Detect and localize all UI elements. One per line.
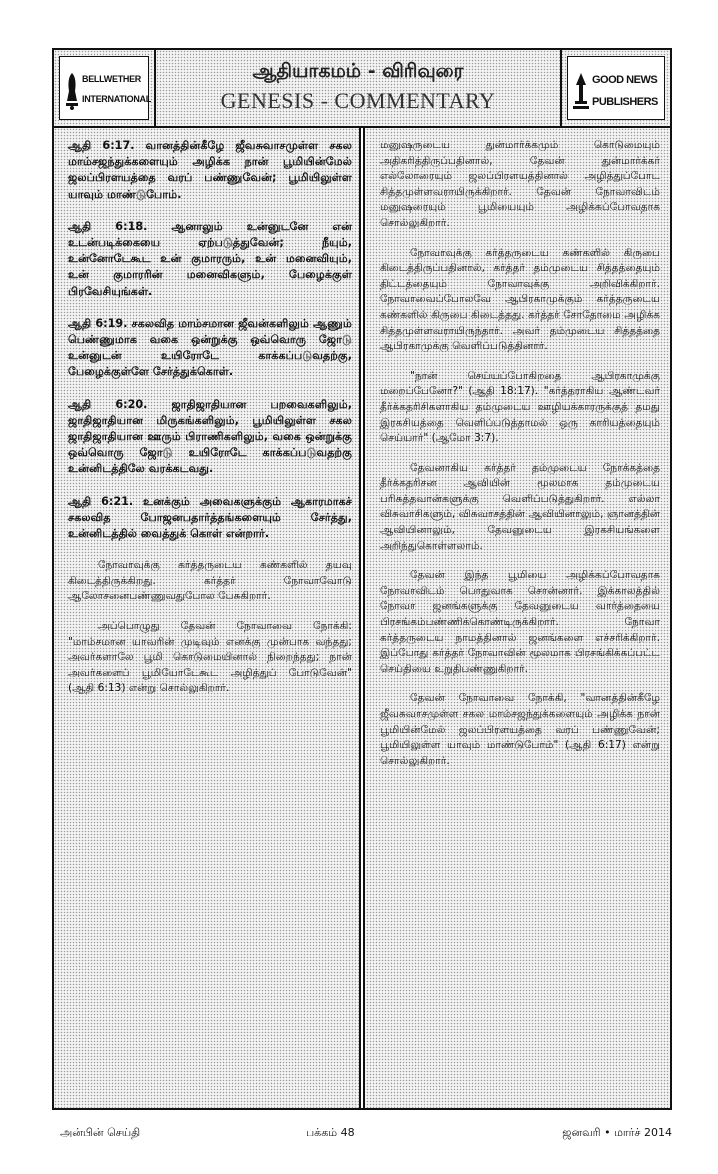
logo-left-line1: BELLWETHER bbox=[82, 74, 141, 84]
commentary-paragraph: நோவாவுக்கு கர்த்தருடைய கண்களில் தயவு கிடைத்திருக்கிறது. கர்த்தர் நோவாவோடு ஆலோசனைபண்ணுவதுபோல பேசுகிறார். bbox=[68, 559, 352, 603]
magazine-name: அன்பின் செய்தி bbox=[60, 1126, 141, 1139]
logo-right-line2: PUBLISHERS bbox=[592, 96, 658, 108]
page-footer bbox=[60, 1126, 672, 1146]
page-frame bbox=[52, 48, 672, 1110]
page-title-tamil: ஆதியாகமம் - விரிவுரை bbox=[252, 60, 464, 82]
logo-right-line1: GOOD NEWS bbox=[592, 74, 658, 86]
page-title-english: GENESIS - COMMENTARY bbox=[220, 88, 496, 113]
right-column bbox=[380, 138, 660, 783]
verse-6-18: ஆதி 6:18. ஆனாலும் உன்னுடனே என் உடன்படிக்கையை ஏற்படுத்துவேன்; நீயும், உன்னோடேகூட உன் குமாரரும், உன் மனைவியும், உன் குமாரரின் மனைவிகளும், பேழைக்குள் பிரவேசியுங்கள். bbox=[68, 219, 352, 298]
logo-left-line2: INTERNATIONAL bbox=[82, 94, 151, 104]
commentary-paragraph: தேவன் இந்த பூமியை அழிக்கப்போவதாக நோவாவிடம் பொதுவாக சொன்னார். இக்காலத்தில் நோவா ஜனங்களுக்கு தேவனுடைய வார்த்தையை பிரசங்கம்பண்ணிக்கொண்டிருக்கிறார். நோவா கர்த்தருடைய நாமத்தினால் ஜனங்களை எச்சரிக்கிறார். இப்போது கர்த்தர் நோவாவின் மூலமாக பிரசங்கிக்கப்பட்ட செய்தியை உறுதிபண்ணுகிறார். bbox=[380, 569, 660, 675]
title-block bbox=[156, 50, 560, 126]
verse-6-19: ஆதி 6:19. சகலவித மாம்சமான ஜீவன்களிலும் ஆணும் பெண்ணுமாக வகை ஒன்றுக்கு ஒவ்வொரு ஜோடு உன்னுடன் உயிரோடே காக்கப்படுவதற்கு, பேழைக்குள்ளே சேர்த்துக்கொள். bbox=[68, 316, 352, 379]
page-number: பக்கம் 48 bbox=[306, 1126, 355, 1139]
bell-icon bbox=[64, 71, 80, 111]
verse-6-21: ஆதி 6:21. உனக்கும் அவைகளுக்கும் ஆகாரமாகச் சகலவித போஜனபதார்த்தங்களையும் சேர்த்து, உன்னிடத்தில் வைத்துக் கொள் என்றார். bbox=[68, 494, 352, 541]
verse-6-17: ஆதி 6:17. வானத்தின்கீழே ஜீவசுவாசமுள்ள சகல மாம்சஜந்துக்களையும் அழிக்க நான் பூமியின்மேல் ஜலப்பிரளயத்தை வரப் பண்ணுவேன்; பூமியிலுள்ள யாவும் மாண்டுபோம். bbox=[68, 139, 352, 201]
lamp-icon bbox=[572, 71, 590, 111]
verse-6-20: ஆதி 6:20. ஜாதிஜாதியான பறவைகளிலும், ஜாதிஜாதியான மிருகங்களிலும், பூமியிலுள்ள சகல ஜாதிஜாதியான ஊரும் பிராணிகளிலும், வகை ஒன்றுக்கு ஒவ்வொரு ஜோடு உயிரோடே காக்கப்படுவதற்கு உன்னிடத்திலே வரக்கடவது. bbox=[68, 397, 352, 476]
commentary-paragraph: "நான் செய்யப்போகிறதை ஆபிரகாமுக்கு மறைப்பேனோ?" (ஆதி 18:17). "கர்த்தராகிய ஆண்டவர் தீர்க்கதரிசிகளாகிய தம்முடைய ஊழியக்காரருக்குத் தமது இரகசியத்தை வெளிப்படுத்தாமல் ஒரு காரியத்தையும் செய்யார்" (ஆமோ 3:7). bbox=[380, 369, 660, 445]
commentary-paragraph: தேவன் நோவாவை நோக்கி, "வானத்தின்கீழே ஜீவசுவாசமுள்ள சகல மாம்சஜந்துக்களையும் அழிக்க நான் பூமியின்மேல் ஜலப்பிரளயத்தை வரப் பண்ணுவேன்; பூமியிலுள்ள யாவும் மாண்டுபோம்" (ஆதி 6:17) என்று சொல்லுகிறார். bbox=[380, 692, 660, 767]
commentary-paragraph: மனுஷருடைய துன்மார்க்கமும் கொடுமையும் அதிகரித்திருப்பதினால், தேவன் துன்மார்க்கர் எல்லோரையும் ஜலப்பிரளயத்தினால் அழித்துப்போட சித்தமுள்ளவராயிருக்கிறார். தேவன் நோவாவிடம் மனுஷரையும் பூமியையும் அழிக்கப்போவதாக சொல்லுகிறார். bbox=[380, 139, 660, 229]
header bbox=[54, 50, 670, 128]
commentary-paragraph: அப்பொழுது தேவன் நோவாவை நோக்கி: "மாம்சமான யாவரின் முடிவும் எனக்கு முன்பாக வந்தது; அவர்களாலே பூமி கொடுமையினால் நிறைந்தது; நான் அவர்களைப் பூமியோடேகூட அழித்துப் போடுவேன்" (ஆதி 6:13) என்று சொல்லுகிறார். bbox=[68, 620, 352, 695]
left-column bbox=[68, 138, 352, 711]
bellwether-logo bbox=[54, 50, 156, 126]
commentary-paragraph: தேவனாகிய கர்த்தர் தம்முடைய நோக்கத்தை தீர்க்கதரிசன ஆவியின் மூலமாக தம்முடைய பரிசுத்தவான்களுக்கு வெளிப்படுத்துகிறார். எல்லா விசுவாசிகளும், விசுவாசத்தின் ஆவியினாலும், ஞானத்தின் ஆவியினாலும், தேவனுடைய இரகசியங்களை அறிந்துகொள்ளலாம். bbox=[380, 461, 660, 552]
column-divider bbox=[359, 128, 365, 1108]
good-news-logo bbox=[560, 50, 670, 126]
issue-date: ஜனவரி • மார்ச் 2014 bbox=[562, 1126, 672, 1139]
commentary-paragraph: நோவாவுக்கு கர்த்தருடைய கண்களில் கிருபை கிடைத்திருப்பதினால், கர்த்தர் தம்முடைய சித்தத்தையும் திட்டத்தையும் நோவாவுக்கு அறிவிக்கிறார். நோவாவைப்போலவே ஆபிரகாமுக்கும் கர்த்தருடைய கண்களில் கிருபை கிடைத்தது. கர்த்தர் சோதோமை அழிக்க சித்தமுள்ளவராயிருந்தார். அவர் தம்முடைய சித்தத்தை ஆபிரகாமுக்கு வெளிப்படுத்தினார். bbox=[380, 246, 660, 353]
